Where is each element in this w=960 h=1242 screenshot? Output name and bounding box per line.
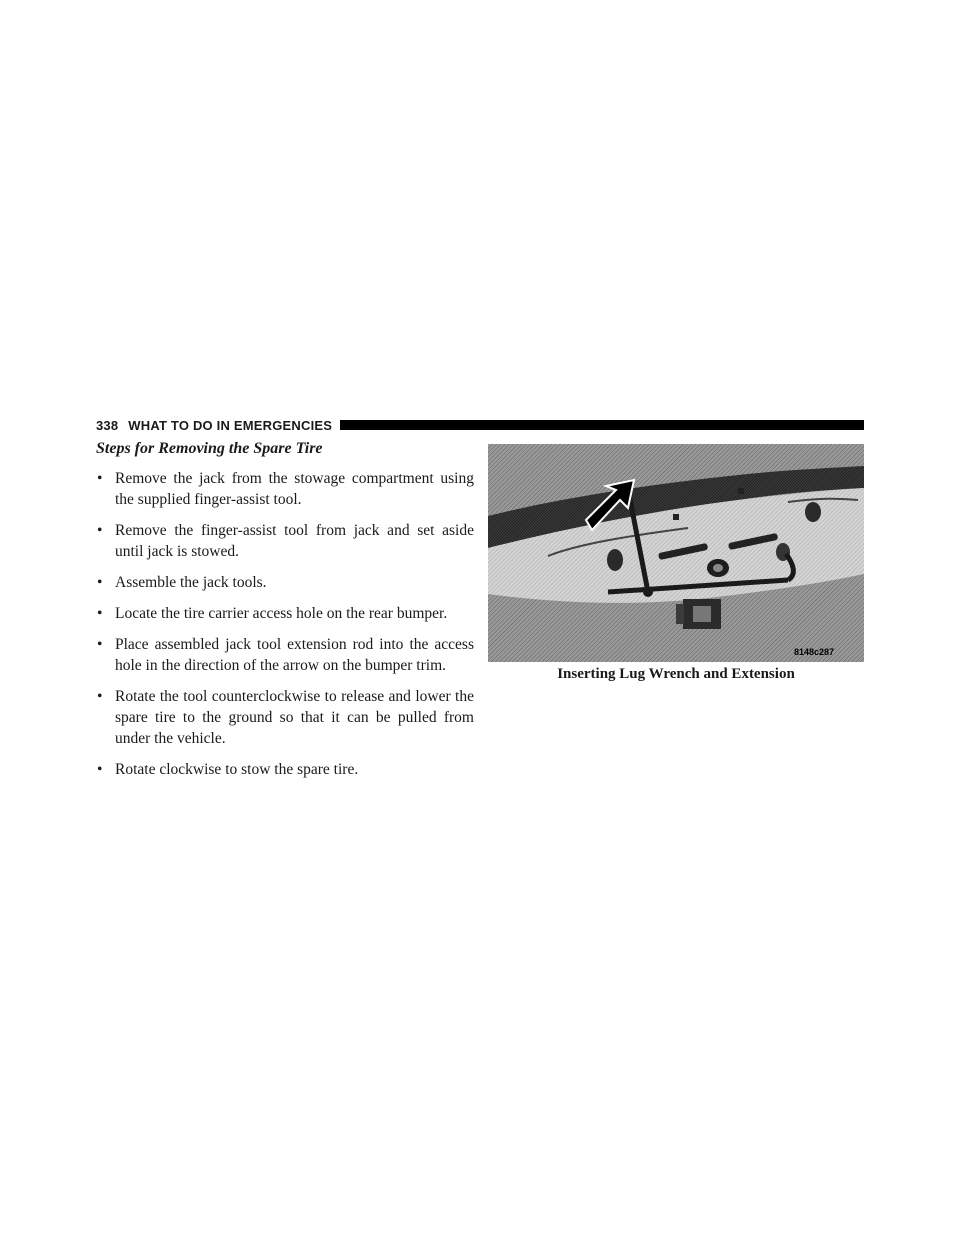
bullet-icon: •	[97, 522, 103, 539]
page-number: 338	[96, 417, 119, 433]
running-header	[96, 416, 864, 434]
step-text: Rotate clockwise to stow the spare tire.	[115, 761, 359, 778]
bullet-icon: •	[97, 761, 103, 778]
figure-caption: Inserting Lug Wrench and Extension	[557, 666, 795, 682]
list-item	[96, 759, 474, 780]
steps-list	[96, 468, 474, 780]
list-item	[96, 468, 474, 510]
list-item	[96, 603, 474, 624]
header-rule	[340, 420, 864, 430]
step-text: Assemble the jack tools.	[115, 574, 267, 591]
instructions-column	[96, 440, 474, 790]
step-text: Locate the tire carrier access hole on the rear bumper.	[115, 605, 448, 622]
section-title: WHAT TO DO IN EMERGENCIES	[128, 417, 333, 433]
step-text: Remove the finger-assist tool from jack and set aside until jack is stowed.	[115, 522, 474, 560]
list-item	[96, 686, 474, 749]
figure-code: 8148c287	[793, 647, 835, 657]
bullet-icon: •	[97, 470, 103, 487]
step-text: Rotate the tool counterclockwise to release and lower the spare tire to the ground so that it can be pulled from under the vehicle.	[115, 688, 474, 747]
bullet-icon: •	[97, 636, 103, 653]
step-text: Remove the jack from the stowage compartment using the supplied finger-assist tool.	[115, 470, 474, 508]
bumper-illustration	[488, 444, 864, 662]
list-item	[96, 572, 474, 593]
bullet-icon: •	[97, 574, 103, 591]
list-item	[96, 634, 474, 676]
bullet-icon: •	[97, 605, 103, 622]
bullet-icon: •	[97, 688, 103, 705]
step-text: Place assembled jack tool extension rod into the access hole in the direction of the arrow on the bumper trim.	[115, 636, 474, 674]
section-heading: Steps for Removing the Spare Tire	[96, 440, 323, 457]
list-item	[96, 520, 474, 562]
